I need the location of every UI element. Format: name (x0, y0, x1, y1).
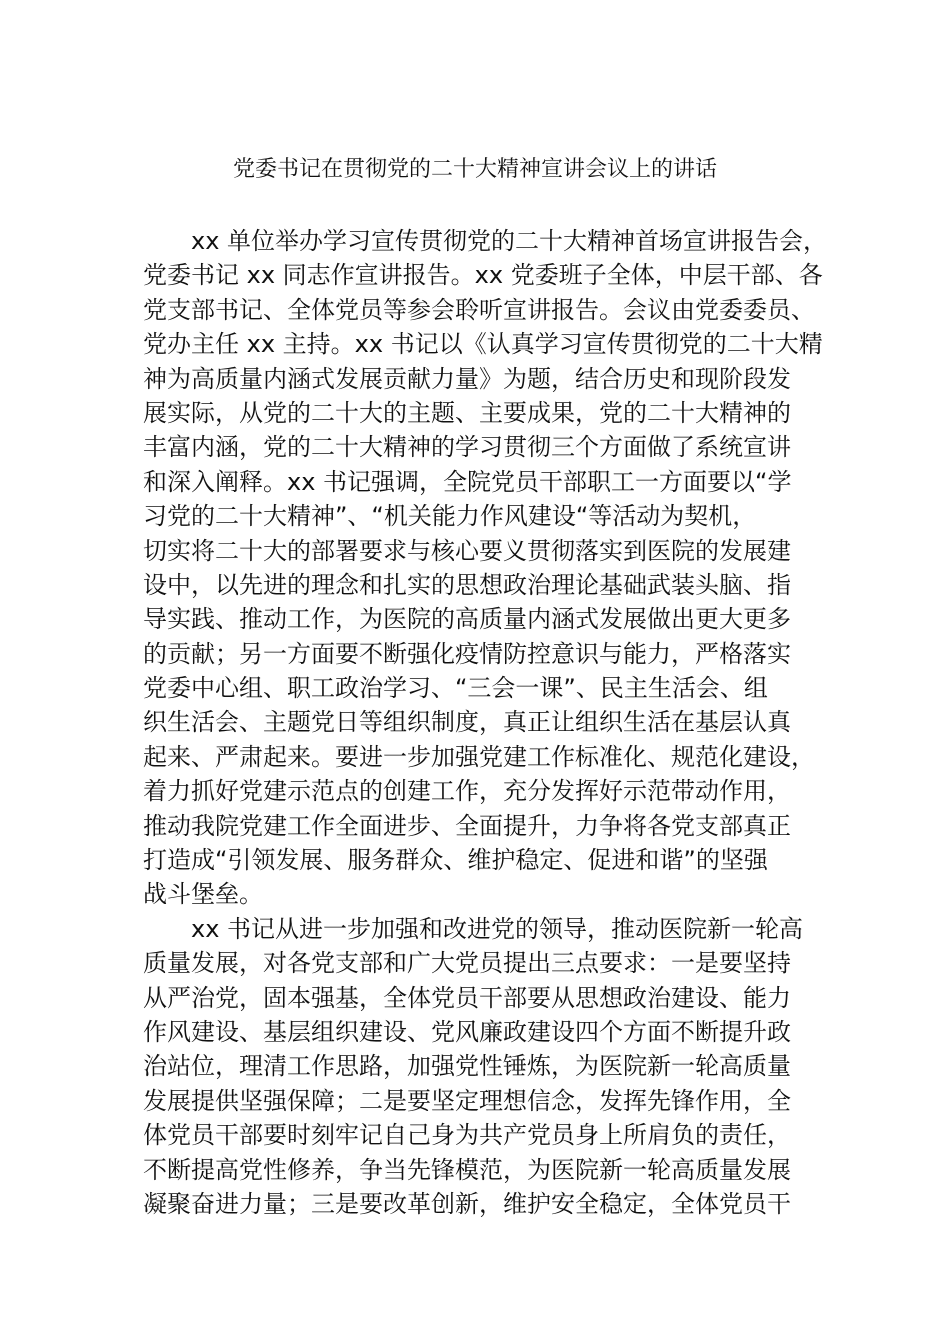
text-line: 作风建设、基层组织建设、党风廉政建设四个方面不断提升政 (143, 1017, 791, 1046)
text-line: 丰富内涵，党的二十大精神的学习贯彻三个方面做了系统宣讲 (143, 433, 791, 462)
text-line: 和深入阐释。xx 书记强调，全院党员干部职工一方面要以“学 (143, 467, 792, 496)
text-line: xx 书记从进一步加强和改进党的领导，推动医院新一轮高 (191, 914, 804, 943)
text-line: 习党的二十大精神”、“机关能力作风建设“等活动为契机， (143, 502, 757, 531)
text-line: 设中，以先进的理念和扎实的思想政治理论基础武装头脑、指 (143, 570, 791, 599)
text-line: 党支部书记、全体党员等参会聆听宣讲报告。会议由党委委员、 (143, 295, 815, 324)
text-line: 不断提高党性修养，争当先锋模范，为医院新一轮高质量发展 (143, 1155, 791, 1184)
text-line: 打造成“引领发展、服务群众、维护稳定、促进和谐”的坚强 (143, 846, 768, 875)
text-line: 党委中心组、职工政治学习、“三会一课”、民主生活会、组 (143, 674, 768, 703)
text-line: 党委书记 xx 同志作宣讲报告。xx 党委班子全体，中层干部、各 (143, 261, 823, 290)
text-line: 的贡献；另一方面要不断强化疫情防控意识与能力，严格落实 (143, 639, 791, 668)
text-line: 发展提供坚强保障；二是要坚定理想信念，发挥先锋作用，全 (143, 1086, 791, 1115)
text-line: 治站位，理清工作思路，加强党性锤炼，为医院新一轮高质量 (143, 1052, 791, 1081)
text-line: 质量发展，对各党支部和广大党员提出三点要求：一是要坚持 (143, 949, 791, 978)
text-line: 推动我院党建工作全面进步、全面提升，力争将各党支部真正 (143, 811, 791, 840)
text-line: 着力抓好党建示范点的创建工作，充分发挥好示范带动作用， (143, 777, 791, 806)
text-line: 切实将二十大的部署要求与核心要义贯彻落实到医院的发展建 (143, 536, 791, 565)
text-line: xx 单位举办学习宣传贯彻党的二十大精神首场宣讲报告会， (191, 227, 828, 255)
text-line: 战斗堡垒。 (143, 880, 263, 909)
text-line: 织生活会、主题党日等组织制度，真正让组织生活在基层认真 (143, 708, 791, 737)
document-body (143, 224, 833, 1221)
document-title: 党委书记在贯彻党的二十大精神宣讲会议上的讲话 (232, 157, 717, 182)
text-line: 导实践、推动工作，为医院的高质量内涵式发展做出更大更多 (143, 605, 791, 634)
text-line: 体党员干部要时刻牢记自己身为共产党员身上所肩负的责任， (143, 1121, 791, 1150)
paragraph-2 (143, 912, 833, 1222)
paragraph-1 (143, 224, 833, 912)
text-line: 起来、严肃起来。要进一步加强党建工作标准化、规范化建设， (143, 742, 815, 771)
text-line: 党办主任 xx 主持。xx 书记以《认真学习宣传贯彻党的二十大精 (143, 330, 823, 359)
text-line: 凝聚奋进力量；三是要改革创新，维护安全稳定，全体党员干 (143, 1189, 791, 1218)
text-line: 神为高质量内涵式发展贡献力量》为题，结合历史和现阶段发 (143, 364, 791, 393)
text-line: 展实际，从党的二十大的主题、主要成果，党的二十大精神的 (143, 398, 791, 427)
text-line: 从严治党，固本强基，全体党员干部要从思想政治建设、能力 (143, 983, 791, 1012)
